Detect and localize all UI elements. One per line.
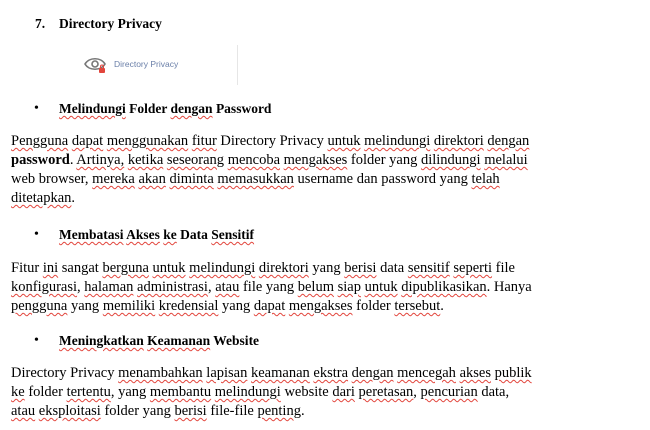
title-word: Sensitif [211, 227, 255, 242]
space: , [207, 279, 216, 295]
word: untuk [364, 279, 398, 295]
word: dapat [253, 298, 286, 314]
word: konfigurasi [11, 279, 78, 295]
word: dilindungi [420, 152, 481, 168]
title-word: dengan [170, 101, 213, 116]
word: dapat [71, 133, 104, 149]
word: ditetapkan [11, 190, 72, 206]
word: username dan password yang [293, 171, 472, 187]
word: data, [477, 384, 510, 400]
word: fitur [191, 133, 217, 149]
word: mencoba [227, 152, 281, 168]
title-word: ke [163, 227, 177, 242]
word: memasukkan [217, 171, 294, 187]
title-word: Keamanan [147, 333, 211, 348]
body-line [11, 151, 546, 170]
title-word: Akses [126, 227, 160, 242]
eye-lock-icon [83, 55, 109, 77]
word: direktori [258, 260, 309, 276]
word: administrasi [137, 279, 208, 295]
item-title-restrict-access [59, 227, 254, 243]
body-line [11, 278, 546, 297]
word: . [440, 298, 444, 314]
word: mengakses [288, 298, 353, 314]
word: pengguna [11, 298, 68, 314]
word: sangat [58, 260, 103, 276]
word: file yang [239, 279, 298, 295]
word: telah [471, 171, 500, 187]
item-body-restrict-access [11, 259, 546, 316]
word: menggunakan [106, 133, 189, 149]
body-line [11, 402, 546, 421]
body-line [11, 189, 546, 208]
title-word: Melindungi [59, 101, 126, 116]
word: ekstra [313, 365, 349, 381]
item-title-improve-security [59, 333, 259, 349]
title-word: Password [215, 101, 272, 116]
word: tersebut [394, 298, 441, 314]
word: belum [297, 279, 334, 295]
item-body-improve-security [11, 364, 546, 421]
bullet: • [34, 227, 39, 242]
word: siap [337, 279, 361, 295]
word: folder yang [350, 152, 418, 168]
word: halaman [84, 279, 134, 295]
section-title: Directory Privacy [59, 16, 162, 31]
word: Artinya, [76, 152, 125, 168]
word: tertentu [66, 384, 111, 400]
word: , [413, 384, 421, 400]
card-divider [237, 45, 238, 85]
word: . Hanya [486, 279, 532, 295]
body-line [11, 364, 546, 383]
word: atau [215, 279, 240, 295]
word: Directory Privacy [220, 133, 324, 149]
word: yang [67, 298, 103, 314]
word: file-file [206, 403, 258, 419]
word: direktori [433, 133, 484, 149]
word: akan [138, 171, 166, 187]
bullet: • [34, 101, 39, 116]
word: untuk [327, 133, 361, 149]
word: yang [218, 298, 254, 314]
word: diminta [169, 171, 214, 187]
word: website [280, 384, 333, 400]
word: memiliki [102, 298, 156, 314]
word: mereka [92, 171, 135, 187]
word: berisi [174, 403, 207, 419]
word: dari [332, 384, 355, 400]
word: sensitif [407, 260, 450, 276]
word: web browser, [11, 171, 93, 187]
word: melindungi [214, 384, 281, 400]
word: file [492, 260, 515, 276]
word: folder [24, 384, 67, 400]
word: Pengguna [11, 133, 69, 149]
word: untuk [152, 260, 186, 276]
bullet: • [34, 333, 39, 348]
section-number: 7. [35, 16, 46, 31]
word: . [71, 190, 76, 206]
word: penting [257, 403, 301, 419]
word: pencurian [420, 384, 478, 400]
word: Directory Privacy [11, 365, 119, 381]
word: dengan [487, 133, 530, 149]
word: folder [352, 298, 395, 314]
body-line [11, 132, 546, 151]
word: ketika [127, 152, 164, 168]
body-line [11, 259, 546, 278]
title-word: Folder [129, 101, 168, 116]
card-label: Directory Privacy [114, 59, 179, 69]
space: . [69, 152, 77, 168]
word: folder yang [100, 403, 175, 419]
title-word: Meningkatkan [59, 333, 144, 348]
word: berguna [102, 260, 149, 276]
word: mengakses [283, 152, 348, 168]
item-title-protect-folder [59, 101, 271, 117]
word: ini [42, 260, 59, 276]
word: seseorang [166, 152, 225, 168]
title-word: Website [210, 333, 260, 348]
word: menambahkan [118, 365, 203, 381]
word: ke [11, 384, 25, 400]
word: kredensial [158, 298, 219, 314]
word: password [11, 152, 70, 168]
word: akses [459, 365, 491, 381]
space: , [77, 279, 85, 295]
word: eksploitasi [38, 403, 101, 419]
word: mencegah [397, 365, 456, 381]
word: publik [494, 365, 532, 381]
word: data [376, 260, 408, 276]
body-line [11, 383, 546, 402]
word: Fitur [11, 260, 43, 276]
word: atau [11, 403, 36, 419]
word: dengan [351, 365, 394, 381]
word: , yang [110, 384, 150, 400]
word: yang [308, 260, 345, 276]
word: lapisan [206, 365, 248, 381]
word: berisi [344, 260, 377, 276]
body-line [11, 170, 546, 189]
word: melalui [484, 152, 528, 168]
word: melindungi [364, 133, 431, 149]
word: dipublikasikan [401, 279, 487, 295]
word: keamanan [251, 365, 310, 381]
title-word: Membatasi [59, 227, 124, 242]
word: melindungi [189, 260, 256, 276]
word: seperti [453, 260, 493, 276]
item-body-protect-folder [11, 132, 546, 208]
body-line [11, 297, 546, 316]
word: . [300, 403, 305, 419]
title-word: Data [180, 227, 208, 242]
word: membantu [149, 384, 212, 400]
word: peretasan [358, 384, 414, 400]
